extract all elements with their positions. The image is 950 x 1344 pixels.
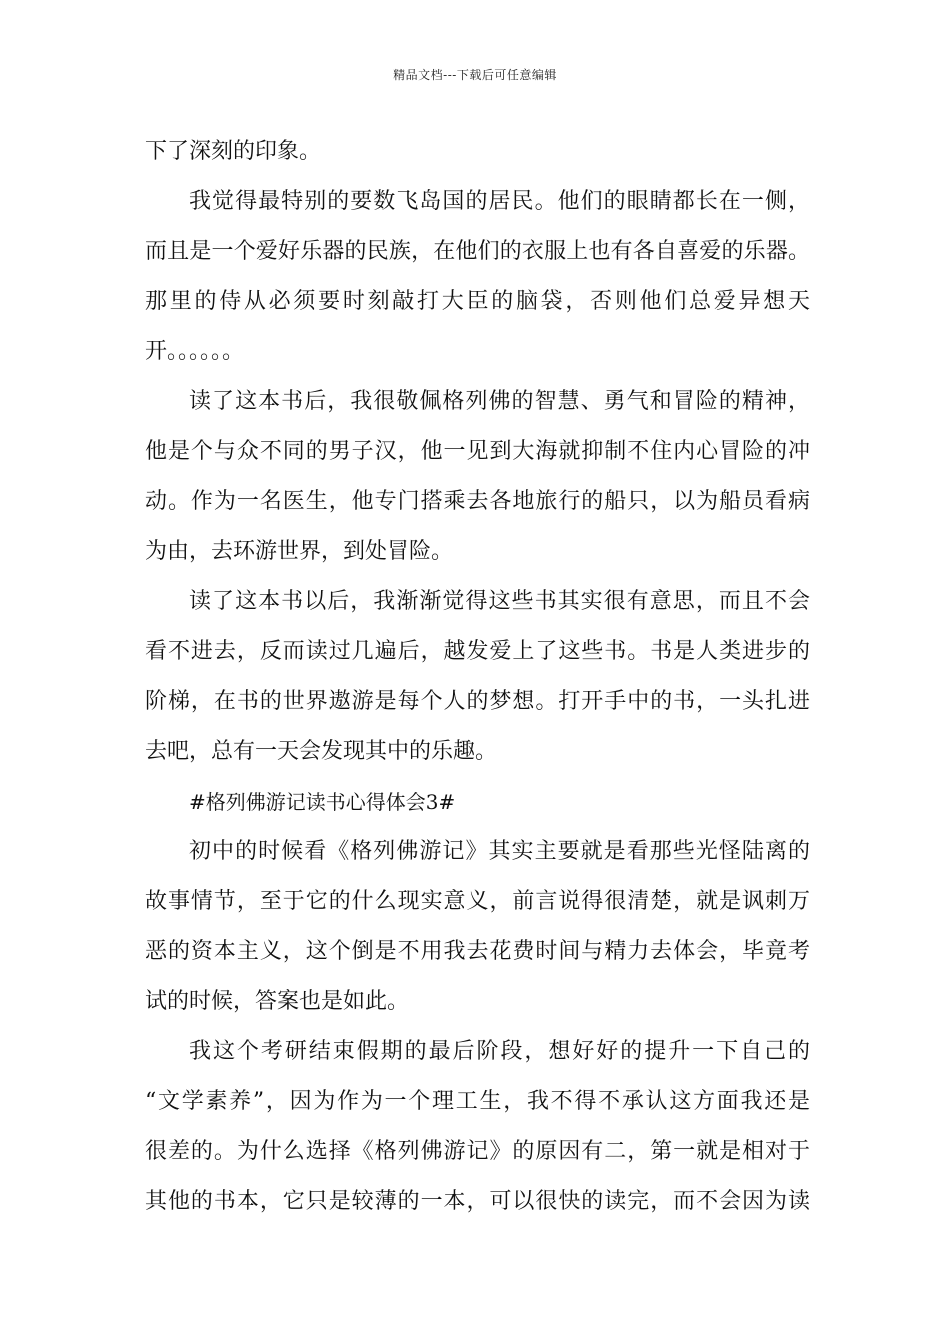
text-line: 开。。。。。。 bbox=[145, 339, 245, 364]
text-line: 那里的侍从必须要时刻敲打大臣的脑袋，否则他们总爱异想天 bbox=[145, 289, 810, 314]
text-line: “文学素养”，因为作为一个理工生，我不得不承认这方面我还是 bbox=[145, 1089, 810, 1114]
text-line: 动。作为一名医生，他专门搭乘去各地旅行的船只，以为船员看病 bbox=[145, 489, 810, 514]
text-line: 初中的时候看《格列佛游记》其实主要就是看那些光怪陆离的 bbox=[189, 839, 810, 864]
text-line: 他是个与众不同的男子汉，他一见到大海就抑制不住内心冒险的冲 bbox=[145, 439, 810, 464]
text-line: 下了深刻的印象。 bbox=[145, 139, 322, 164]
text-line: 很差的。为什么选择《格列佛游记》的原因有二，第一就是相对于 bbox=[145, 1139, 810, 1164]
text-line: 看不进去，反而读过几遍后，越发爱上了这些书。书是人类进步的 bbox=[145, 639, 810, 664]
page-header: 精品文档---下载后可任意编辑 bbox=[393, 68, 557, 82]
text-line: 阶梯，在书的世界遨游是每个人的梦想。打开手中的书，一头扎进 bbox=[145, 689, 810, 714]
text-line: 读了这本书后，我很敬佩格列佛的智慧、勇气和冒险的精神， bbox=[189, 389, 810, 414]
text-line: 读了这本书以后，我渐渐觉得这些书其实很有意思，而且不会 bbox=[189, 589, 810, 614]
text-line: 试的时候，答案也是如此。 bbox=[145, 989, 410, 1014]
text-line: 为由，去环游世界，到处冒险。 bbox=[145, 539, 454, 564]
text-line: 去吧，总有一天会发现其中的乐趣。 bbox=[145, 739, 498, 764]
document-body bbox=[145, 127, 810, 1227]
text-line: 我这个考研结束假期的最后阶段，想好好的提升一下自己的 bbox=[189, 1039, 810, 1064]
text-line: 其他的书本，它只是较薄的一本，可以很快的读完，而不会因为读 bbox=[145, 1189, 810, 1214]
text-line: 而且是一个爱好乐器的民族，在他们的衣服上也有各自喜爱的乐器。 bbox=[145, 239, 810, 264]
text-line: 故事情节，至于它的什么现实意义，前言说得很清楚，就是讽刺万 bbox=[145, 889, 810, 914]
text-line: 恶的资本主义，这个倒是不用我去花费时间与精力去体会，毕竟考 bbox=[145, 939, 810, 964]
section-heading: #格列佛游记读书心得体会3# bbox=[189, 790, 456, 814]
text-line: 我觉得最特别的要数飞岛国的居民。他们的眼睛都长在一侧， bbox=[189, 189, 810, 214]
